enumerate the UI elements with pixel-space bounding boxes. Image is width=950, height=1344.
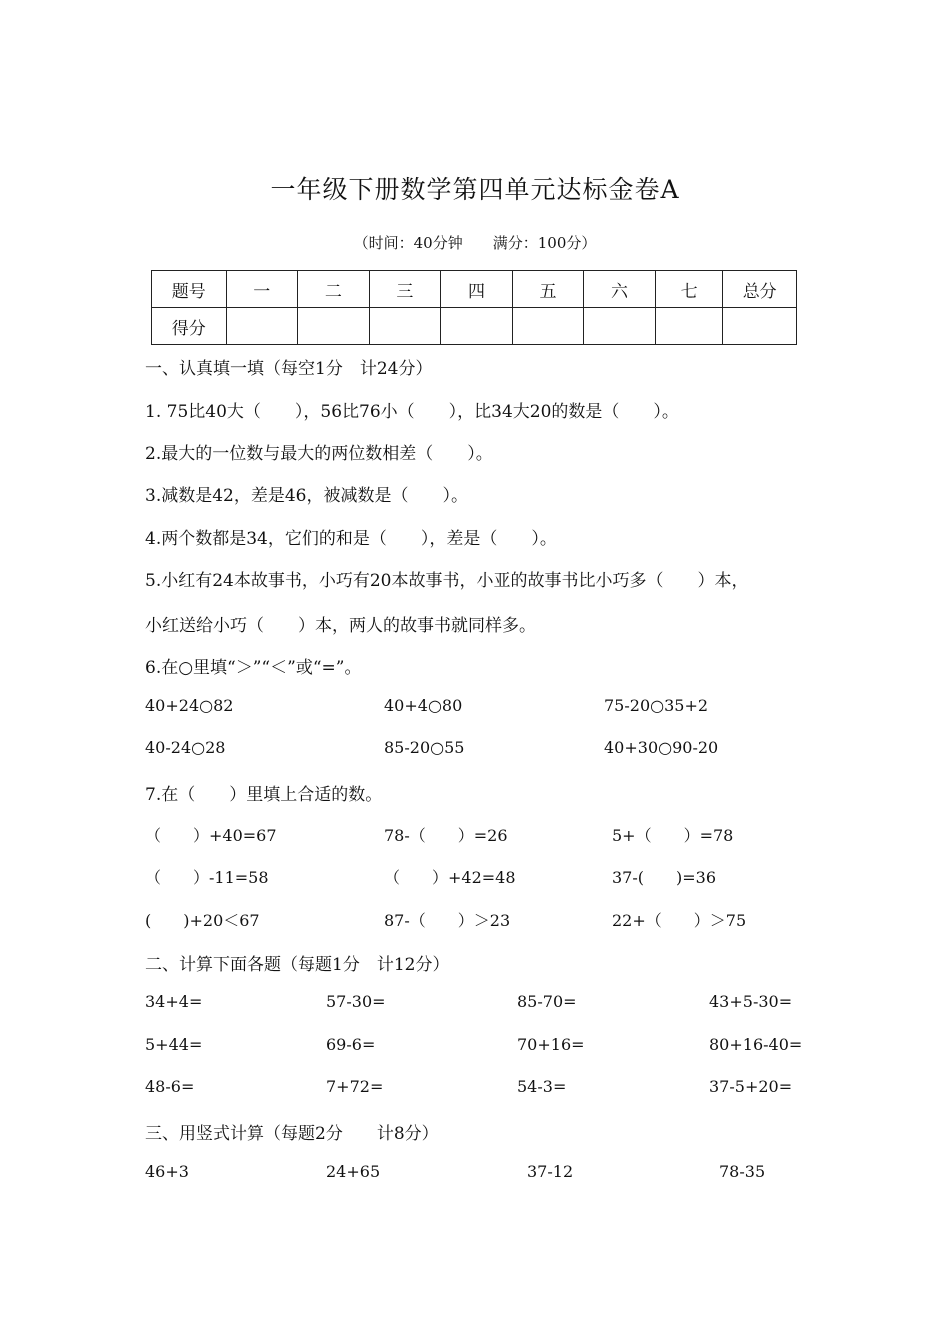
question-6: 6.在○里填“＞”“＜”或“=”。 <box>145 658 362 678</box>
compare-item: 85-20○55 <box>384 738 465 757</box>
score-cell <box>723 308 797 345</box>
question-1: 1. 75比40大（ ），56比76小（ ），比34大20的数是（ ）。 <box>145 402 679 422</box>
calc-item: 48-6= <box>145 1077 195 1096</box>
header-cell: 题号 <box>152 271 227 308</box>
vertical-calc-item: 37-12 <box>527 1162 574 1181</box>
score-cell <box>584 308 656 345</box>
vertical-calc-item: 46+3 <box>145 1162 189 1181</box>
calc-item: 80+16-40= <box>709 1035 803 1054</box>
header-cell: 六 <box>584 271 656 308</box>
question-5-line2: 小红送给小巧（ ）本，两人的故事书就同样多。 <box>145 616 536 636</box>
score-table-header-row <box>152 271 797 308</box>
fill-item: （ ）+42=48 <box>384 868 516 887</box>
calc-item: 7+72= <box>326 1077 384 1096</box>
compare-item: 40+24○82 <box>145 696 234 715</box>
header-cell: 四 <box>441 271 513 308</box>
calc-item: 70+16= <box>517 1035 585 1054</box>
score-cell <box>655 308 723 345</box>
score-cell <box>441 308 513 345</box>
vertical-calc-item: 78-35 <box>719 1162 766 1181</box>
question-2: 2.最大的一位数与最大的两位数相差（ ）。 <box>145 444 493 464</box>
compare-item: 40+30○90-20 <box>604 738 719 757</box>
calc-item: 57-30= <box>326 992 386 1011</box>
exam-info: （时间：40分钟 满分：100分） <box>353 234 597 252</box>
fill-item: ( )+20＜67 <box>145 911 260 930</box>
header-cell: 五 <box>512 271 584 308</box>
calc-item: 54-3= <box>517 1077 567 1096</box>
fill-item: 87-（ ）＞23 <box>384 911 511 930</box>
compare-item: 40-24○28 <box>145 738 226 757</box>
calc-item: 34+4= <box>145 992 203 1011</box>
fill-item: 78-（ ）=26 <box>384 826 508 845</box>
header-cell: 七 <box>655 271 723 308</box>
score-table-score-row <box>152 308 797 345</box>
score-cell <box>369 308 441 345</box>
calc-item: 5+44= <box>145 1035 203 1054</box>
fill-item: （ ）-11=58 <box>145 868 269 887</box>
page-title: 一年级下册数学第四单元达标金卷A <box>270 175 680 204</box>
fill-item: 37-( )=36 <box>612 868 717 887</box>
question-3: 3.减数是42，差是46，被减数是（ ）。 <box>145 486 468 506</box>
calc-item: 37-5+20= <box>709 1077 793 1096</box>
question-4: 4.两个数都是34，它们的和是（ ），差是（ ）。 <box>145 529 557 549</box>
calc-item: 69-6= <box>326 1035 376 1054</box>
row-label: 得分 <box>152 308 227 345</box>
header-cell: 总分 <box>723 271 797 308</box>
header-cell: 三 <box>369 271 441 308</box>
fill-item: 22+（ ）＞75 <box>612 911 747 930</box>
section3-heading: 三、用竖式计算（每题2分 计8分） <box>145 1124 439 1144</box>
calc-item: 43+5-30= <box>709 992 793 1011</box>
score-cell <box>298 308 370 345</box>
header-cell: 一 <box>226 271 298 308</box>
header-cell: 二 <box>298 271 370 308</box>
section2-heading: 二、计算下面各题（每题1分 计12分） <box>145 955 450 975</box>
fill-item: 5+（ ）=78 <box>612 826 734 845</box>
vertical-calc-item: 24+65 <box>326 1162 381 1181</box>
score-cell <box>512 308 584 345</box>
question-5-line1: 5.小红有24本故事书，小巧有20本故事书，小亚的故事书比小巧多（ ）本， <box>145 571 749 591</box>
score-table <box>151 270 797 345</box>
calc-item: 85-70= <box>517 992 577 1011</box>
section1-heading: 一、认真填一填（每空1分 计24分） <box>145 359 433 379</box>
question-7: 7.在（ ）里填上合适的数。 <box>145 785 383 805</box>
fill-item: （ ）+40=67 <box>145 826 277 845</box>
compare-item: 40+4○80 <box>384 696 463 715</box>
score-cell <box>226 308 298 345</box>
compare-item: 75-20○35+2 <box>604 696 709 715</box>
